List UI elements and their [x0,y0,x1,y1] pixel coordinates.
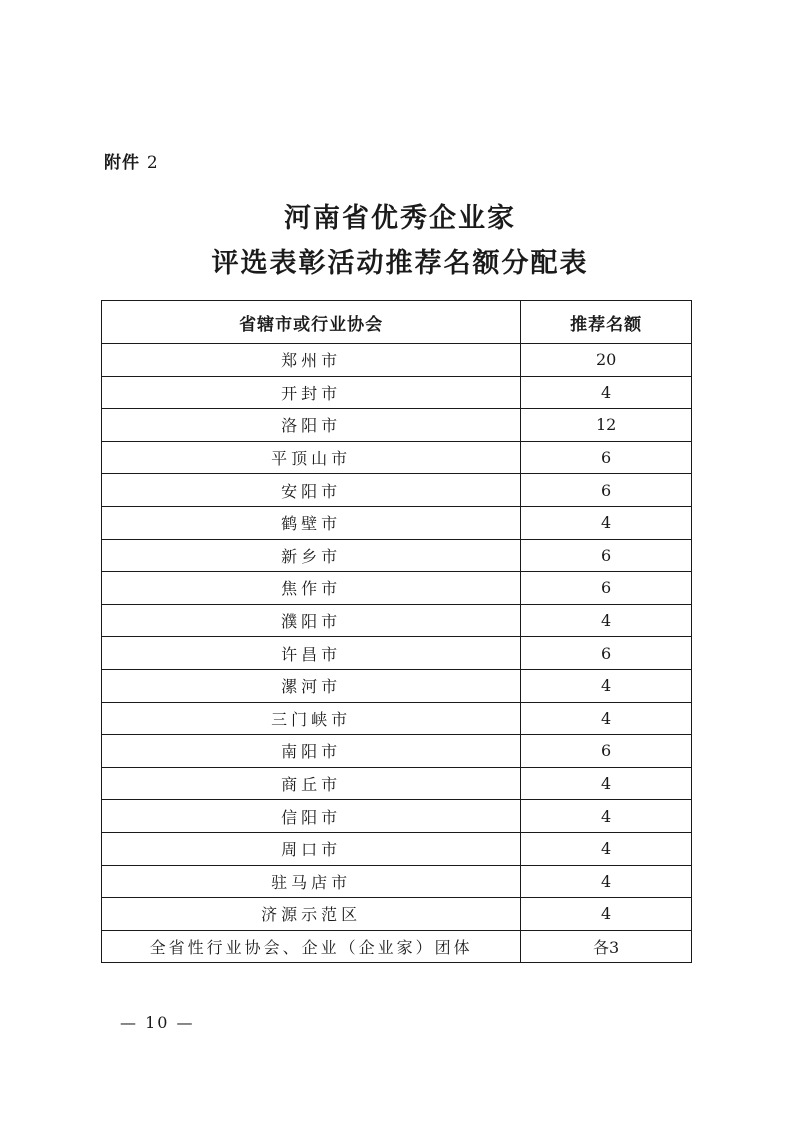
quota-cell: 6 [521,474,692,507]
quota-cell: 4 [521,376,692,409]
quota-cell: 4 [521,506,692,539]
table-row [102,344,692,377]
region-cell: 许昌市 [102,637,521,670]
table-row [102,409,692,442]
region-cell: 洛阳市 [102,409,521,442]
table-header-row [102,301,692,344]
table-row [102,441,692,474]
region-cell: 漯河市 [102,669,521,702]
table-row [102,506,692,539]
quota-cell: 4 [521,669,692,702]
table-row [102,800,692,833]
region-cell: 周口市 [102,832,521,865]
quota-cell: 6 [521,539,692,572]
table-row [102,930,692,963]
attachment-number: 2 [146,153,159,173]
document-title-line1: 河南省优秀企业家 [284,203,516,234]
region-cell: 商丘市 [102,767,521,800]
region-cell: 信阳市 [102,800,521,833]
quota-cell: 6 [521,735,692,768]
quota-cell: 4 [521,767,692,800]
table-row [102,735,692,768]
quota-cell: 6 [521,441,692,474]
table-row [102,572,692,605]
table-row [102,898,692,931]
region-cell: 三门峡市 [102,702,521,735]
region-cell: 郑州市 [102,344,521,377]
quota-cell: 4 [521,898,692,931]
quota-cell: 4 [521,702,692,735]
quota-cell: 4 [521,832,692,865]
table-row [102,832,692,865]
quota-cell: 4 [521,865,692,898]
region-cell: 鹤壁市 [102,506,521,539]
region-cell: 新乡市 [102,539,521,572]
quota-table [101,300,692,963]
quota-cell: 12 [521,409,692,442]
region-cell: 安阳市 [102,474,521,507]
region-cell: 平顶山市 [102,441,521,474]
table-row [102,865,692,898]
quota-cell: 20 [521,344,692,377]
region-cell: 濮阳市 [102,604,521,637]
table-row [102,702,692,735]
attachment-label [104,148,159,173]
header-quota: 推荐名额 [521,301,692,344]
region-cell: 驻马店市 [102,865,521,898]
quota-cell: 各3 [521,930,692,963]
attachment-text: 附件 [104,153,140,173]
document-title-line2: 评选表彰活动推荐名额分配表 [211,248,589,279]
region-cell: 济源示范区 [102,898,521,931]
table-row [102,767,692,800]
table-row [102,474,692,507]
region-cell: 开封市 [102,376,521,409]
page-number: — 10 — [120,1013,195,1032]
quota-cell: 6 [521,572,692,605]
table-row [102,604,692,637]
region-cell: 全省性行业协会、企业（企业家）团体 [102,930,521,963]
header-region: 省辖市或行业协会 [102,301,521,344]
table-row [102,376,692,409]
table-row [102,539,692,572]
quota-cell: 6 [521,637,692,670]
quota-cell: 4 [521,800,692,833]
table-row [102,669,692,702]
quota-cell: 4 [521,604,692,637]
table-row [102,637,692,670]
region-cell: 南阳市 [102,735,521,768]
region-cell: 焦作市 [102,572,521,605]
